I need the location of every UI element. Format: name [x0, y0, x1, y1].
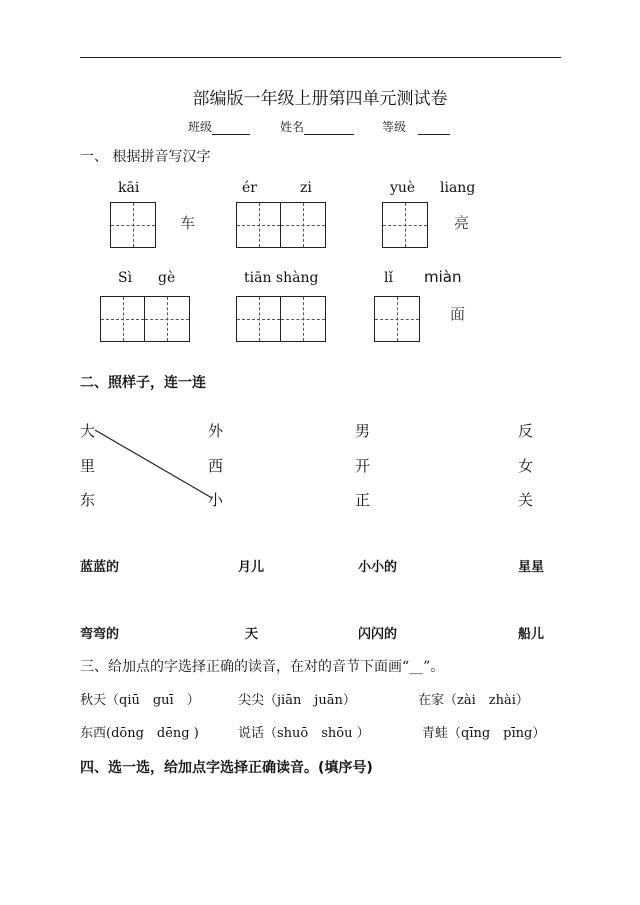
match-char[interactable]: 女 — [518, 457, 534, 475]
match-char[interactable]: 东 — [80, 491, 96, 509]
pinyin-label: liang — [440, 180, 476, 196]
match-phrase[interactable]: 星星 — [518, 560, 545, 575]
class-label: 班级 — [188, 120, 213, 134]
pinyin-label: ér — [242, 180, 257, 196]
pinyin-label: kāi — [118, 180, 140, 196]
match-phrase[interactable]: 船儿 — [518, 627, 545, 642]
match-char[interactable]: 西 — [208, 457, 224, 475]
hint-char: 面 — [450, 305, 466, 323]
section1-heading: 一、 根据拼音写汉字 — [80, 149, 211, 165]
pinyin-label: Sì — [118, 270, 133, 286]
grade-label: 等级 — [382, 120, 407, 134]
pinyin-label: yuè — [390, 180, 416, 196]
section3-heading: 三、给加点的字选择正确的读音，在对的音节下面画“__”。 — [80, 659, 445, 675]
reading-choice[interactable]: 尖尖（jiān juān） — [238, 693, 356, 708]
match-phrase[interactable]: 天 — [245, 627, 259, 642]
match-phrase[interactable]: 闪闪的 — [358, 627, 398, 642]
match-char[interactable]: 外 — [208, 422, 224, 440]
pinyin-label: tiān shàng — [244, 270, 319, 286]
match-char[interactable]: 正 — [355, 491, 371, 509]
reading-choice[interactable]: 东西(dōng dēng ) — [80, 726, 199, 741]
match-char[interactable]: 男 — [355, 422, 371, 440]
match-char[interactable]: 小 — [208, 491, 224, 509]
section2-heading: 二、照样子，连一连 — [80, 375, 206, 391]
pinyin-label: miàn — [424, 268, 462, 286]
pinyin-label: gè — [158, 270, 176, 286]
match-char[interactable]: 关 — [518, 491, 534, 509]
match-char[interactable]: 里 — [80, 457, 96, 475]
match-char[interactable]: 开 — [355, 457, 371, 475]
page-title: 部编版一年级上册第四单元测试卷 — [192, 89, 448, 109]
pinyin-label: lǐ — [384, 270, 393, 286]
match-phrase[interactable]: 小小的 — [358, 560, 398, 575]
match-phrase[interactable]: 弯弯的 — [80, 627, 120, 642]
hint-char: 亮 — [454, 214, 470, 232]
name-label: 姓名 — [280, 120, 305, 134]
section4-heading: 四、选一选，给加点字选择正确读音。(填序号) — [80, 760, 373, 776]
match-char[interactable]: 大 — [80, 422, 96, 440]
match-phrase[interactable]: 月儿 — [238, 560, 265, 575]
reading-choice[interactable]: 青蛙（qīng pīng） — [422, 726, 546, 741]
reading-choice[interactable]: 在家（zài zhài） — [418, 693, 529, 708]
reading-choice[interactable]: 秋天（qiū guī ） — [80, 693, 200, 708]
pinyin-label: zi — [300, 180, 312, 196]
reading-choice[interactable]: 说话（shuō shōu ） — [238, 726, 370, 741]
hint-char: 车 — [180, 214, 196, 232]
match-char[interactable]: 反 — [518, 422, 534, 440]
match-phrase[interactable]: 蓝蓝的 — [80, 560, 120, 575]
